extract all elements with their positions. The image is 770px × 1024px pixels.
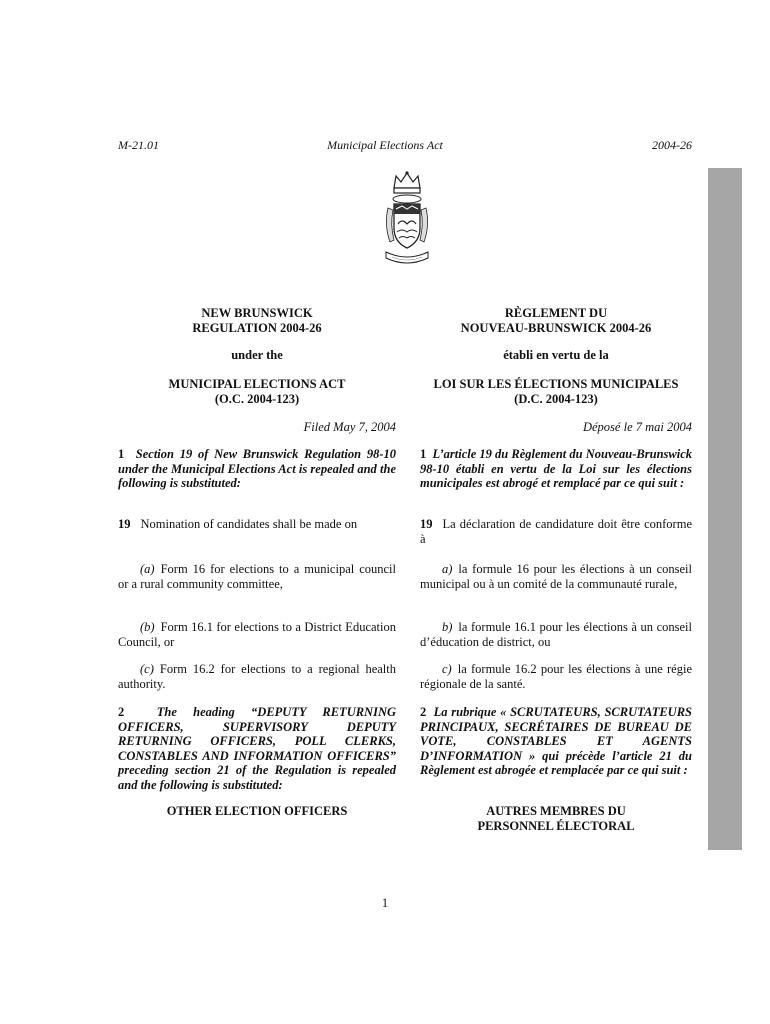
en-filed-date: Filed May 7, 2004 [303, 420, 396, 434]
en-under-the: under the [231, 348, 283, 362]
en-section-1-number: 1 [118, 447, 125, 461]
page-number: 1 [381, 896, 389, 910]
en-section-2-number: 2 [118, 705, 125, 719]
fr-section-19 [420, 517, 692, 546]
en-act-name [118, 377, 396, 406]
en-item-a [118, 562, 396, 591]
fr-section-1-text: L’article 19 du Règlement du Nouveau-Brunswick 98-10 établi en vertu de la Loi sur les élections municipales est abrogé et remplacé par ce qui suit : [420, 447, 692, 490]
fr-heading-line1: AUTRES MEMBRES DU [486, 804, 626, 818]
fr-item-a [420, 562, 692, 591]
fr-section-1 [420, 447, 692, 491]
fr-item-b-label: b) [442, 620, 453, 634]
coat-of-arms-icon [382, 170, 432, 270]
en-section-2-text: The heading “DEPUTY RETURNING OFFICERS, SUPERVISORY DEPUTY RETURNING OFFICERS, POLL CLERKS, CONSTABLES AND INFORMATION OFFICERS” preceding section 21 of the Regulation is repealed and the following is substituted: [118, 705, 397, 792]
en-item-a-label: (a) [140, 562, 155, 576]
fr-item-a-text: la formule 16 pour les élections à un conseil municipal ou à un comité de la communauté rurale, [420, 562, 692, 591]
fr-item-c-label: c) [442, 662, 452, 676]
fr-item-c [420, 662, 692, 691]
fr-filed-date: Déposé le 7 mai 2004 [582, 420, 692, 434]
en-act-line1: MUNICIPAL ELECTIONS ACT [168, 377, 346, 391]
en-section-1 [118, 447, 396, 491]
fr-section-2-text: La rubrique « SCRUTATEURS, SCRUTATEURS PRINCIPAUX, SECRÉTAIRES DE BUREAU DE VOTE, CONSTABLES ET AGENTS D’INFORMATION » qui précède l’article 21 du Règlement est abrogée et remplacée par ce qui suit : [420, 705, 692, 777]
en-item-b-text: Form 16.1 for elections to a District Education Council, or [118, 620, 396, 649]
fr-regulation-title [420, 306, 692, 335]
en-item-c [118, 662, 396, 691]
fr-act-line2: (D.C. 2004-123) [514, 391, 598, 406]
en-section-19-number: 19 [118, 517, 131, 531]
en-item-c-text: Form 16.2 for elections to a regional health authority. [118, 662, 396, 691]
en-heading: OTHER ELECTION OFFICERS [166, 804, 348, 818]
en-regulation-title [118, 306, 396, 335]
en-section-1-text: Section 19 of New Brunswick Regulation 98-10 under the Municipal Elections Act is repealed and the following is substituted: [118, 447, 396, 490]
fr-section-2-number: 2 [420, 705, 427, 719]
fr-title-line2: NOUVEAU-BRUNSWICK 2004-26 [460, 320, 652, 335]
en-section-19-text: Nomination of candidates shall be made on [140, 517, 358, 531]
fr-under-the: établi en vertu de la [503, 348, 609, 362]
running-header-right: 2004-26 [652, 138, 692, 152]
en-section-2 [118, 705, 396, 792]
fr-heading-line2: PERSONNEL ÉLECTORAL [477, 818, 635, 833]
fr-act-line1: LOI SUR LES ÉLECTIONS MUNICIPALES [433, 377, 679, 391]
running-header-title: Municipal Elections Act [327, 138, 443, 152]
en-title-line1: NEW BRUNSWICK [201, 306, 313, 320]
fr-item-a-label: a) [442, 562, 453, 576]
fr-section-2 [420, 705, 692, 778]
en-item-b-label: (b) [140, 620, 155, 634]
en-item-c-label: (c) [140, 662, 154, 676]
en-item-b [118, 620, 396, 649]
fr-title-line1: RÈGLEMENT DU [504, 306, 608, 320]
en-title-line2: REGULATION 2004-26 [192, 320, 322, 335]
fr-item-c-text: la formule 16.2 pour les élections à une régie régionale de la santé. [420, 662, 692, 691]
fr-section-19-number: 19 [420, 517, 433, 531]
fr-item-b [420, 620, 692, 649]
en-section-19 [118, 517, 396, 532]
fr-section-19-text: La déclaration de candidature doit être conforme à [420, 517, 692, 546]
en-item-a-text: Form 16 for elections to a municipal council or a rural community committee, [118, 562, 396, 591]
margin-thumb-tab [708, 168, 742, 850]
fr-item-b-text: la formule 16.1 pour les élections à un conseil d’éducation de district, ou [420, 620, 692, 649]
fr-heading [420, 804, 692, 833]
fr-section-1-number: 1 [420, 447, 427, 461]
running-header-left: M-21.01 [118, 138, 159, 152]
fr-act-name [420, 377, 692, 406]
en-act-line2: (O.C. 2004-123) [214, 391, 300, 406]
